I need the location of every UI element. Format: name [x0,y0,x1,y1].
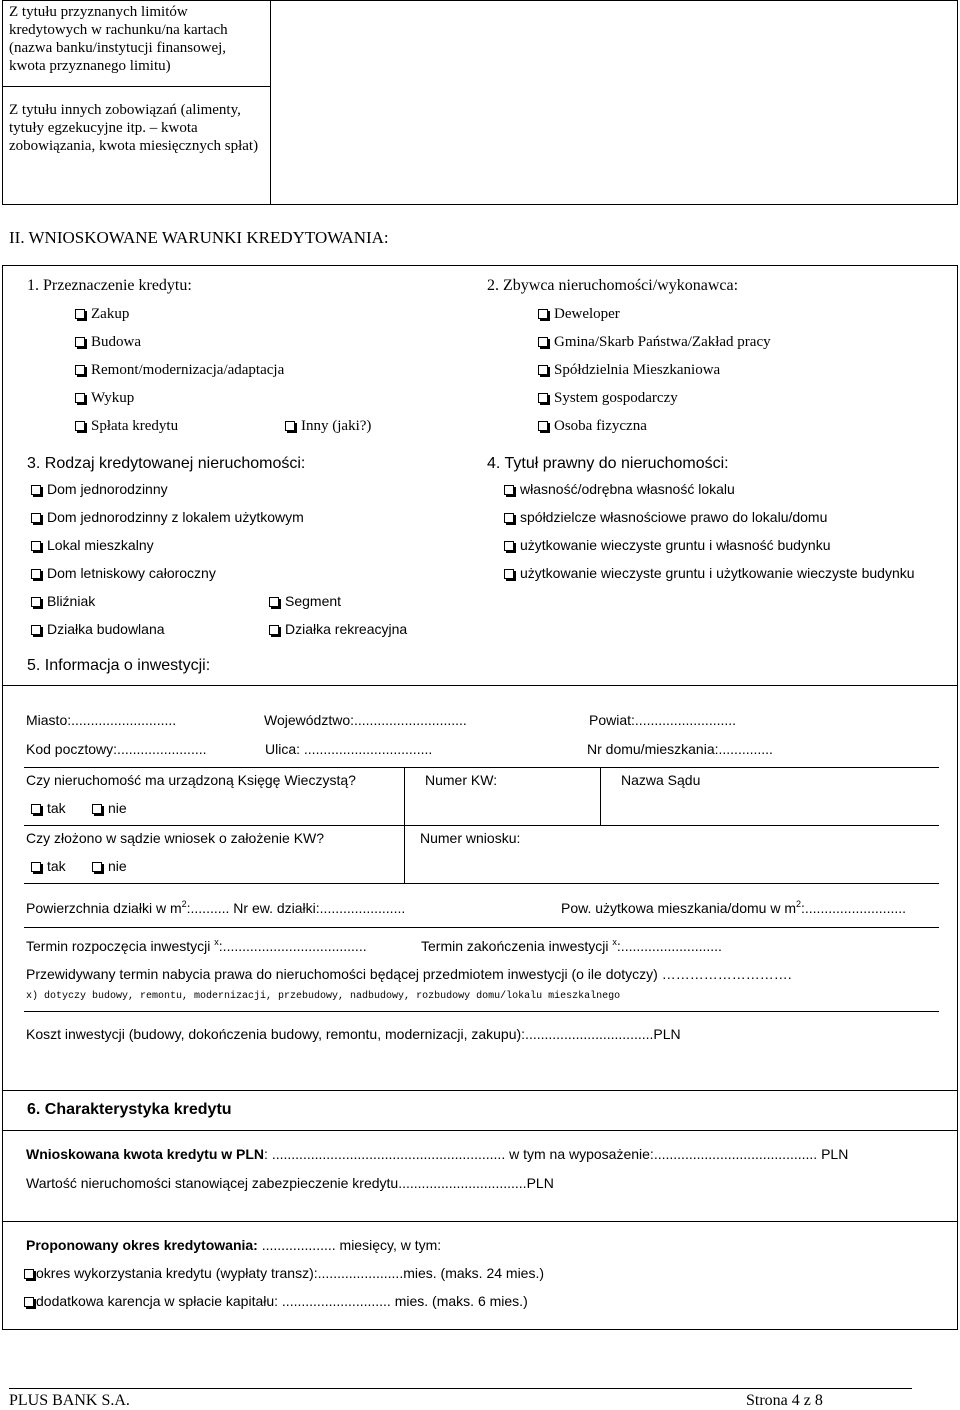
top-table-row-divider [2,86,271,87]
checkbox-icon [538,365,548,375]
okres-divider [2,1221,958,1222]
checkbox-icon [24,1297,34,1307]
investment-heading: 5. Informacja o inwestycji: [27,657,211,674]
koszt-divider [24,1011,939,1012]
limits-label: Z tytułu przyznanych limitów kredytowych w rachunku/na kartach (nazwa banku/instytucji finansowej, kwota przyznanego limitu) [9,4,228,74]
checkbox-icon [92,862,102,872]
legal-spoldzielcze[interactable]: spółdzielcze własnościowe prawo do lokalu/domu [504,508,827,526]
purpose-splata[interactable]: Spłata kredytu [75,417,178,435]
checkbox-icon [24,1269,34,1279]
checkbox-icon [31,569,41,579]
kw-nie[interactable]: nie [92,799,127,817]
termin-divider [24,927,939,928]
ulica-field[interactable]: Ulica: ................................. [265,741,433,757]
purpose-zakup[interactable]: Zakup [75,305,129,323]
checkbox-icon [31,804,41,814]
checkbox-icon [75,309,85,319]
checkbox-icon [31,597,41,607]
credit-divider-bottom [2,1130,958,1131]
miasto-field[interactable]: Miasto:........................... [26,712,177,728]
purpose-inny[interactable]: Inny (jaki?) [285,417,371,435]
purpose-budowa[interactable]: Budowa [75,333,141,351]
purpose-wykup[interactable]: Wykup [75,389,134,407]
credit-heading: 6. Charakterystyka kredytu [27,1101,232,1118]
checkbox-icon [504,513,514,523]
okres-wykorzystania-field[interactable]: okres wykorzystania kredytu (wypłaty transz):......................mies. (maks. 24 mies.) [24,1264,544,1282]
purpose-heading: 1. Przeznaczenie kredytu: [27,277,192,294]
footnote: x) dotyczy budowy, remontu, modernizacji, przebudowy, nadbudowy, rozbudowy domu/lokalu mieszkalnego [26,991,621,1002]
kwota-kredytu-field[interactable]: Wnioskowana kwota kredytu w PLN: ............................................................ w tym na wyposażenie:.......................................... PLN [26,1146,849,1162]
kod-pocztowy-field[interactable]: Kod pocztowy:....................... [26,741,207,757]
property-segment[interactable]: Segment [269,592,341,610]
wniosek-nie[interactable]: nie [92,857,127,875]
purpose-remont[interactable]: Remont/modernizacja/adaptacja [75,361,284,379]
checkbox-icon [92,804,102,814]
termin-zakonczenia-field[interactable]: Termin zakończenia inwestycji $^x$:.......................... [421,937,722,954]
legal-uzytkowanie-uzytkowanie[interactable]: użytkowanie wieczyste gruntu i użytkowanie wieczyste budynku [504,564,915,582]
wojewodztwo-field[interactable]: Województwo:............................. [264,712,467,728]
koszt-field[interactable]: Koszt inwestycji (budowy, dokończenia budowy, remontu, modernizacji, zakupu):.................................PLN [26,1026,681,1042]
wartosc-nieruchomosci-field[interactable]: Wartość nieruchomości stanowiącej zabezpieczenie kredytu.................................PLN [26,1175,554,1191]
checkbox-icon [538,421,548,431]
wniosek-tak[interactable]: tak [31,857,66,875]
checkbox-icon [31,541,41,551]
legal-wlasnosc[interactable]: własność/odrębna własność lokalu [504,480,735,498]
numer-wniosku-label: Numer wniosku: [420,830,521,846]
checkbox-icon [75,337,85,347]
checkbox-icon [31,513,41,523]
checkbox-icon [538,337,548,347]
nazwa-sadu-label: Nazwa Sądu [621,772,701,788]
legal-title-heading: 4. Tytuł prawny do nieruchomości: [487,455,729,472]
checkbox-icon [504,485,514,495]
footer-bank: PLUS BANK S.A. [9,1392,130,1409]
checkbox-icon [31,485,41,495]
checkbox-icon [75,421,85,431]
seller-heading: 2. Zbywca nieruchomości/wykonawca: [487,277,739,294]
property-dom-uzytkowy[interactable]: Dom jednorodzinny z lokalem użytkowym [31,508,304,526]
nr-domu-field[interactable]: Nr domu/mieszkania:.............. [587,741,773,757]
seller-osoba[interactable]: Osoba fizyczna [538,417,647,435]
checkbox-icon [269,625,279,635]
numer-kw-label: Numer KW: [425,772,498,788]
property-letniskowy[interactable]: Dom letniskowy całoroczny [31,564,216,582]
other-obligations-input[interactable] [272,88,957,204]
kw-divider-mid [24,825,939,826]
limits-input[interactable] [272,1,957,85]
property-dom[interactable]: Dom jednorodzinny [31,480,168,498]
termin-rozpoczecia-field[interactable]: Termin rozpoczęcia inwestycji $^x$:..................................... [26,937,367,954]
wniosek-question: Czy złożono w sądzie wniosek o założenie KW? [26,830,325,846]
property-blizniak[interactable]: Bliźniak [31,592,95,610]
credit-divider-top [2,1090,958,1091]
property-lokal[interactable]: Lokal mieszkalny [31,536,154,554]
powiat-field[interactable]: Powiat:.......................... [589,712,737,728]
property-dzialka-budowlana[interactable]: Działka budowlana [31,620,165,638]
kw-divider-top [24,767,939,768]
pow-dzialki-field[interactable]: Powierzchnia działki w $m^2$:.......... Nr ew. działki:...................... [26,899,406,916]
checkbox-icon [538,309,548,319]
seller-system[interactable]: System gospodarczy [538,389,678,407]
checkbox-icon [75,393,85,403]
checkbox-icon [504,541,514,551]
property-type-heading: 3. Rodzaj kredytowanej nieruchomości: [27,455,306,472]
checkbox-icon [504,569,514,579]
legal-uzytkowanie-wlasnosc[interactable]: użytkowanie wieczyste gruntu i własność budynku [504,536,831,554]
seller-gmina[interactable]: Gmina/Skarb Państwa/Zakład pracy [538,333,771,351]
checkbox-icon [31,862,41,872]
seller-deweloper[interactable]: Deweloper [538,305,620,323]
checkbox-icon [75,365,85,375]
top-table-divider [270,0,271,205]
footer-page: Strona 4 z 8 [746,1392,823,1409]
kw-question: Czy nieruchomość ma urządzoną Księgę Wieczystą? [26,772,356,788]
kw-column-divider-2 [600,767,601,825]
kw-tak[interactable]: tak [31,799,66,817]
seller-spoldzielnia[interactable]: Spółdzielnia Mieszkaniowa [538,361,720,379]
property-dzialka-rekreacyjna[interactable]: Działka rekreacyjna [269,620,407,638]
checkbox-icon [538,393,548,403]
checkbox-icon [31,625,41,635]
kw-column-divider-1 [404,767,405,883]
section-title: II. WNIOSKOWANE WARUNKI KREDYTOWANIA: [9,228,389,247]
kw-divider-bottom [24,883,939,884]
karencja-field[interactable]: dodatkowa karencja w spłacie kapitału: ............................ mies. (maks. 6 mies.) [24,1292,528,1310]
przewidywany-termin-field[interactable]: Przewidywany termin nabycia prawa do nieruchomości będącej przedmiotem inwestycji (o ile dotyczy) ………………………. [26,966,792,982]
footer-line [9,1388,912,1389]
investment-divider-top [2,685,958,686]
okres-kredytowania-field[interactable]: Proponowany okres kredytowania: ................... miesięcy, w tym: [26,1237,442,1253]
checkbox-icon [269,597,279,607]
other-obligations-label: Z tytułu innych zobowiązań (alimenty, tytuły egzekucyjne itp. – kwota zobowiązania, kwota miesięcznych spłat) [9,102,259,154]
checkbox-icon [285,421,295,431]
pow-uzytkowa-field[interactable]: Pow. użytkowa mieszkania/domu w $m^2$:.......................... [561,899,907,916]
